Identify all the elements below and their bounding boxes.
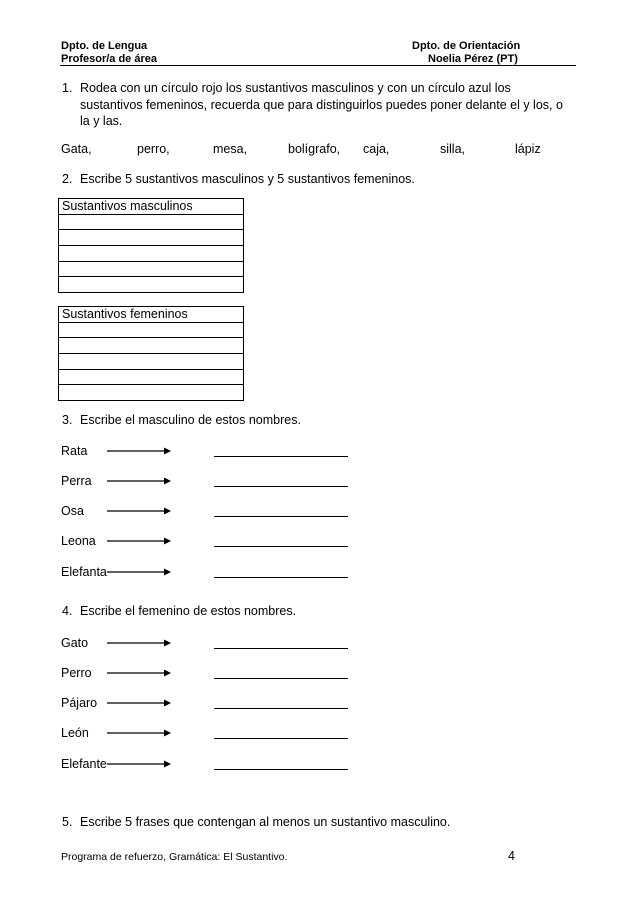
- answer-blank-leon[interactable]: [214, 738, 348, 739]
- question-1-line-2: sustantivos femeninos, recuerda que para distinguirlos puedes poner delante el y los, o: [80, 97, 563, 112]
- table-row[interactable]: [59, 337, 243, 353]
- page-number: 4: [508, 849, 515, 863]
- question-5-text: Escribe 5 frases que contengan al menos un sustantivo masculino.: [80, 815, 451, 829]
- table-row[interactable]: [59, 322, 243, 338]
- answer-blank-pajaro[interactable]: [214, 708, 348, 709]
- table-feminine-header: Sustantivos femeninos: [62, 307, 188, 321]
- answer-blank-perro[interactable]: [214, 678, 348, 679]
- question-3: [62, 412, 602, 429]
- question-2-text: Escribe 5 sustantivos masculinos y 5 sustantivos femeninos.: [80, 172, 415, 186]
- q4-word-perro: Perro: [61, 666, 92, 680]
- word-caja: caja,: [363, 142, 390, 156]
- question-1-line-1: Rodea con un círculo rojo los sustantivos masculinos y con un círculo azul los: [80, 81, 511, 95]
- table-row[interactable]: [59, 276, 243, 292]
- answer-blank-rata[interactable]: [214, 456, 348, 457]
- answer-blank-leona[interactable]: [214, 546, 348, 547]
- table-feminine-nouns: [58, 306, 244, 401]
- table-masculine-header: Sustantivos masculinos: [62, 199, 193, 213]
- q4-word-pajaro: Pájaro: [61, 696, 98, 710]
- question-4-number: 4.: [62, 604, 73, 618]
- arrow-right-icon: [107, 447, 171, 455]
- q4-word-gato: Gato: [61, 636, 89, 650]
- question-4: [62, 603, 602, 620]
- question-2: [62, 171, 602, 188]
- arrow-right-icon: [107, 477, 171, 485]
- q3-word-rata: Rata: [61, 444, 88, 458]
- answer-blank-osa[interactable]: [214, 516, 348, 517]
- table-row[interactable]: [59, 245, 243, 261]
- table-masculine-nouns: [58, 198, 244, 293]
- table-row[interactable]: [59, 261, 243, 277]
- header-teacher-left: Profesor/a de área: [61, 53, 157, 65]
- question-2-number: 2.: [62, 172, 73, 186]
- q4-word-elefante: Elefante: [61, 757, 107, 771]
- question-3-text: Escribe el masculino de estos nombres.: [80, 413, 301, 427]
- table-row[interactable]: [59, 384, 243, 400]
- arrow-right-icon: [107, 507, 171, 515]
- arrow-right-icon: [107, 760, 171, 768]
- question-5: [62, 814, 602, 831]
- arrow-right-icon: [107, 568, 171, 576]
- arrow-right-icon: [107, 729, 171, 737]
- table-row[interactable]: [59, 353, 243, 369]
- answer-blank-elefanta[interactable]: [214, 577, 348, 578]
- question-4-text: Escribe el femenino de estos nombres.: [80, 604, 297, 618]
- table-row[interactable]: [59, 229, 243, 245]
- word-perro: perro,: [137, 142, 170, 156]
- answer-blank-gato[interactable]: [214, 648, 348, 649]
- answer-blank-perra[interactable]: [214, 486, 348, 487]
- arrow-right-icon: [107, 537, 171, 545]
- word-gata: Gata,: [61, 142, 92, 156]
- header-teacher-right: Noelia Pérez (PT): [428, 53, 518, 65]
- word-lapiz: lápiz: [515, 142, 541, 156]
- question-5-number: 5.: [62, 815, 73, 829]
- footer-text: Programa de refuerzo, Gramática: El Sustantivo.: [61, 851, 288, 863]
- question-1-line-3: la y las.: [80, 114, 123, 128]
- q4-word-leon: León: [61, 726, 89, 740]
- word-silla: silla,: [440, 142, 466, 156]
- header-dept-right: Dpto. de Orientación: [412, 40, 521, 52]
- q3-word-perra: Perra: [61, 474, 92, 488]
- header-rule: [60, 65, 576, 66]
- question-1: [62, 80, 602, 132]
- arrow-right-icon: [107, 669, 171, 677]
- word-boligrafo: bolígrafo,: [288, 142, 341, 156]
- table-row[interactable]: [59, 214, 243, 230]
- question-3-number: 3.: [62, 413, 73, 427]
- q3-word-elefanta: Elefanta: [61, 565, 107, 579]
- header-dept-left: Dpto. de Lengua: [61, 40, 148, 52]
- word-mesa: mesa,: [213, 142, 248, 156]
- arrow-right-icon: [107, 639, 171, 647]
- arrow-right-icon: [107, 699, 171, 707]
- q3-word-osa: Osa: [61, 504, 84, 518]
- question-1-number: 1.: [62, 81, 73, 95]
- table-row[interactable]: [59, 369, 243, 385]
- answer-blank-elefante[interactable]: [214, 769, 348, 770]
- q3-word-leona: Leona: [61, 534, 96, 548]
